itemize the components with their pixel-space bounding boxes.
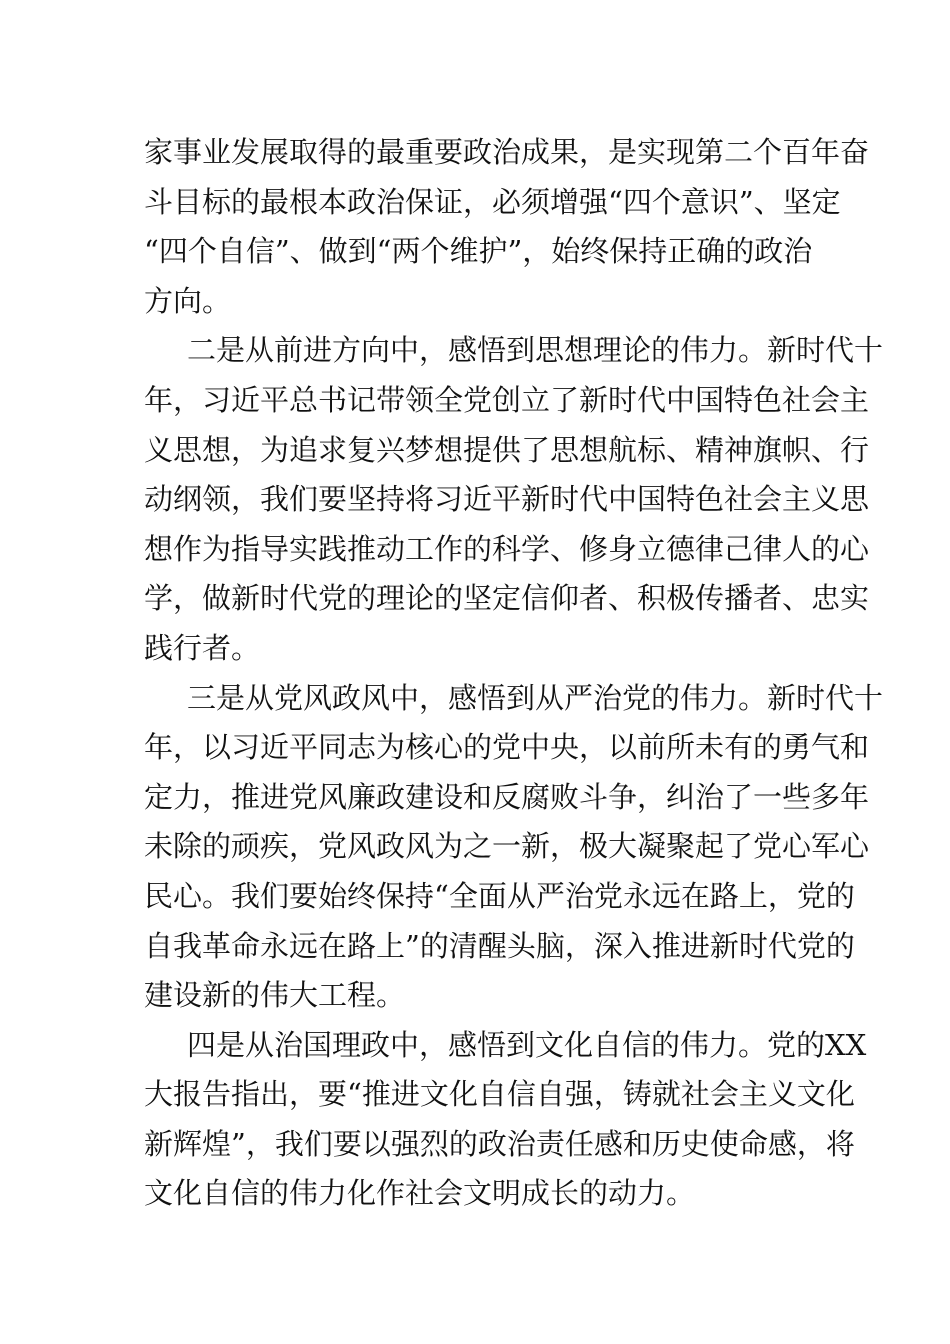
text-line: 建设新的伟大工程。	[144, 978, 406, 1013]
text-line: 民心。我们要始终保持“全面从严治党永远在路上，党的	[144, 878, 855, 913]
text-line: 方向。	[144, 283, 232, 318]
text-line: 四是从治国理政中，感悟到文化自信的伟力。党的XX	[187, 1027, 867, 1062]
body-text	[144, 128, 884, 1219]
text-line: “四个自信”、做到“两个维护”，始终保持正确的政治	[144, 234, 813, 269]
text-line: 三是从党风政风中，感悟到从严治党的伟力。新时代十	[187, 680, 884, 715]
text-line: 自我革命永远在路上”的清醒头脑，深入推进新时代党的	[144, 928, 855, 963]
text-line: 大报告指出，要“推进文化自信自强，铸就社会主义文化	[144, 1077, 855, 1112]
text-line: 践行者。	[144, 630, 261, 665]
text-line: 定力，推进党风廉政建设和反腐败斗争，纠治了一些多年	[144, 779, 870, 814]
text-line: 年，习近平总书记带领全党创立了新时代中国特色社会主	[144, 382, 870, 417]
text-line: 未除的顽疾，党风政风为之一新，极大凝聚起了党心军心	[144, 829, 870, 864]
text-line: 文化自信的伟力化作社会文明成长的动力。	[144, 1176, 696, 1211]
text-line: 家事业发展取得的最重要政治成果，是实现第二个百年奋	[144, 135, 870, 169]
text-line: 年，以习近平同志为核心的党中央，以前所未有的勇气和	[144, 730, 870, 765]
text-line: 二是从前进方向中，感悟到思想理论的伟力。新时代十	[187, 333, 884, 368]
text-line: 新辉煌”，我们要以强烈的政治责任感和历史使命感，将	[144, 1126, 855, 1161]
text-line: 义思想，为追求复兴梦想提供了思想航标、精神旗帜、行	[144, 432, 870, 467]
text-line: 动纲领，我们要坚持将习近平新时代中国特色社会主义思	[144, 482, 870, 517]
text-line: 学，做新时代党的理论的坚定信仰者、积极传播者、忠实	[144, 581, 870, 616]
text-line: 斗目标的最根本政治保证，必须增强“四个意识”、坚定	[144, 184, 841, 219]
text-line: 想作为指导实践推动工作的科学、修身立德律己律人的心	[144, 531, 870, 566]
